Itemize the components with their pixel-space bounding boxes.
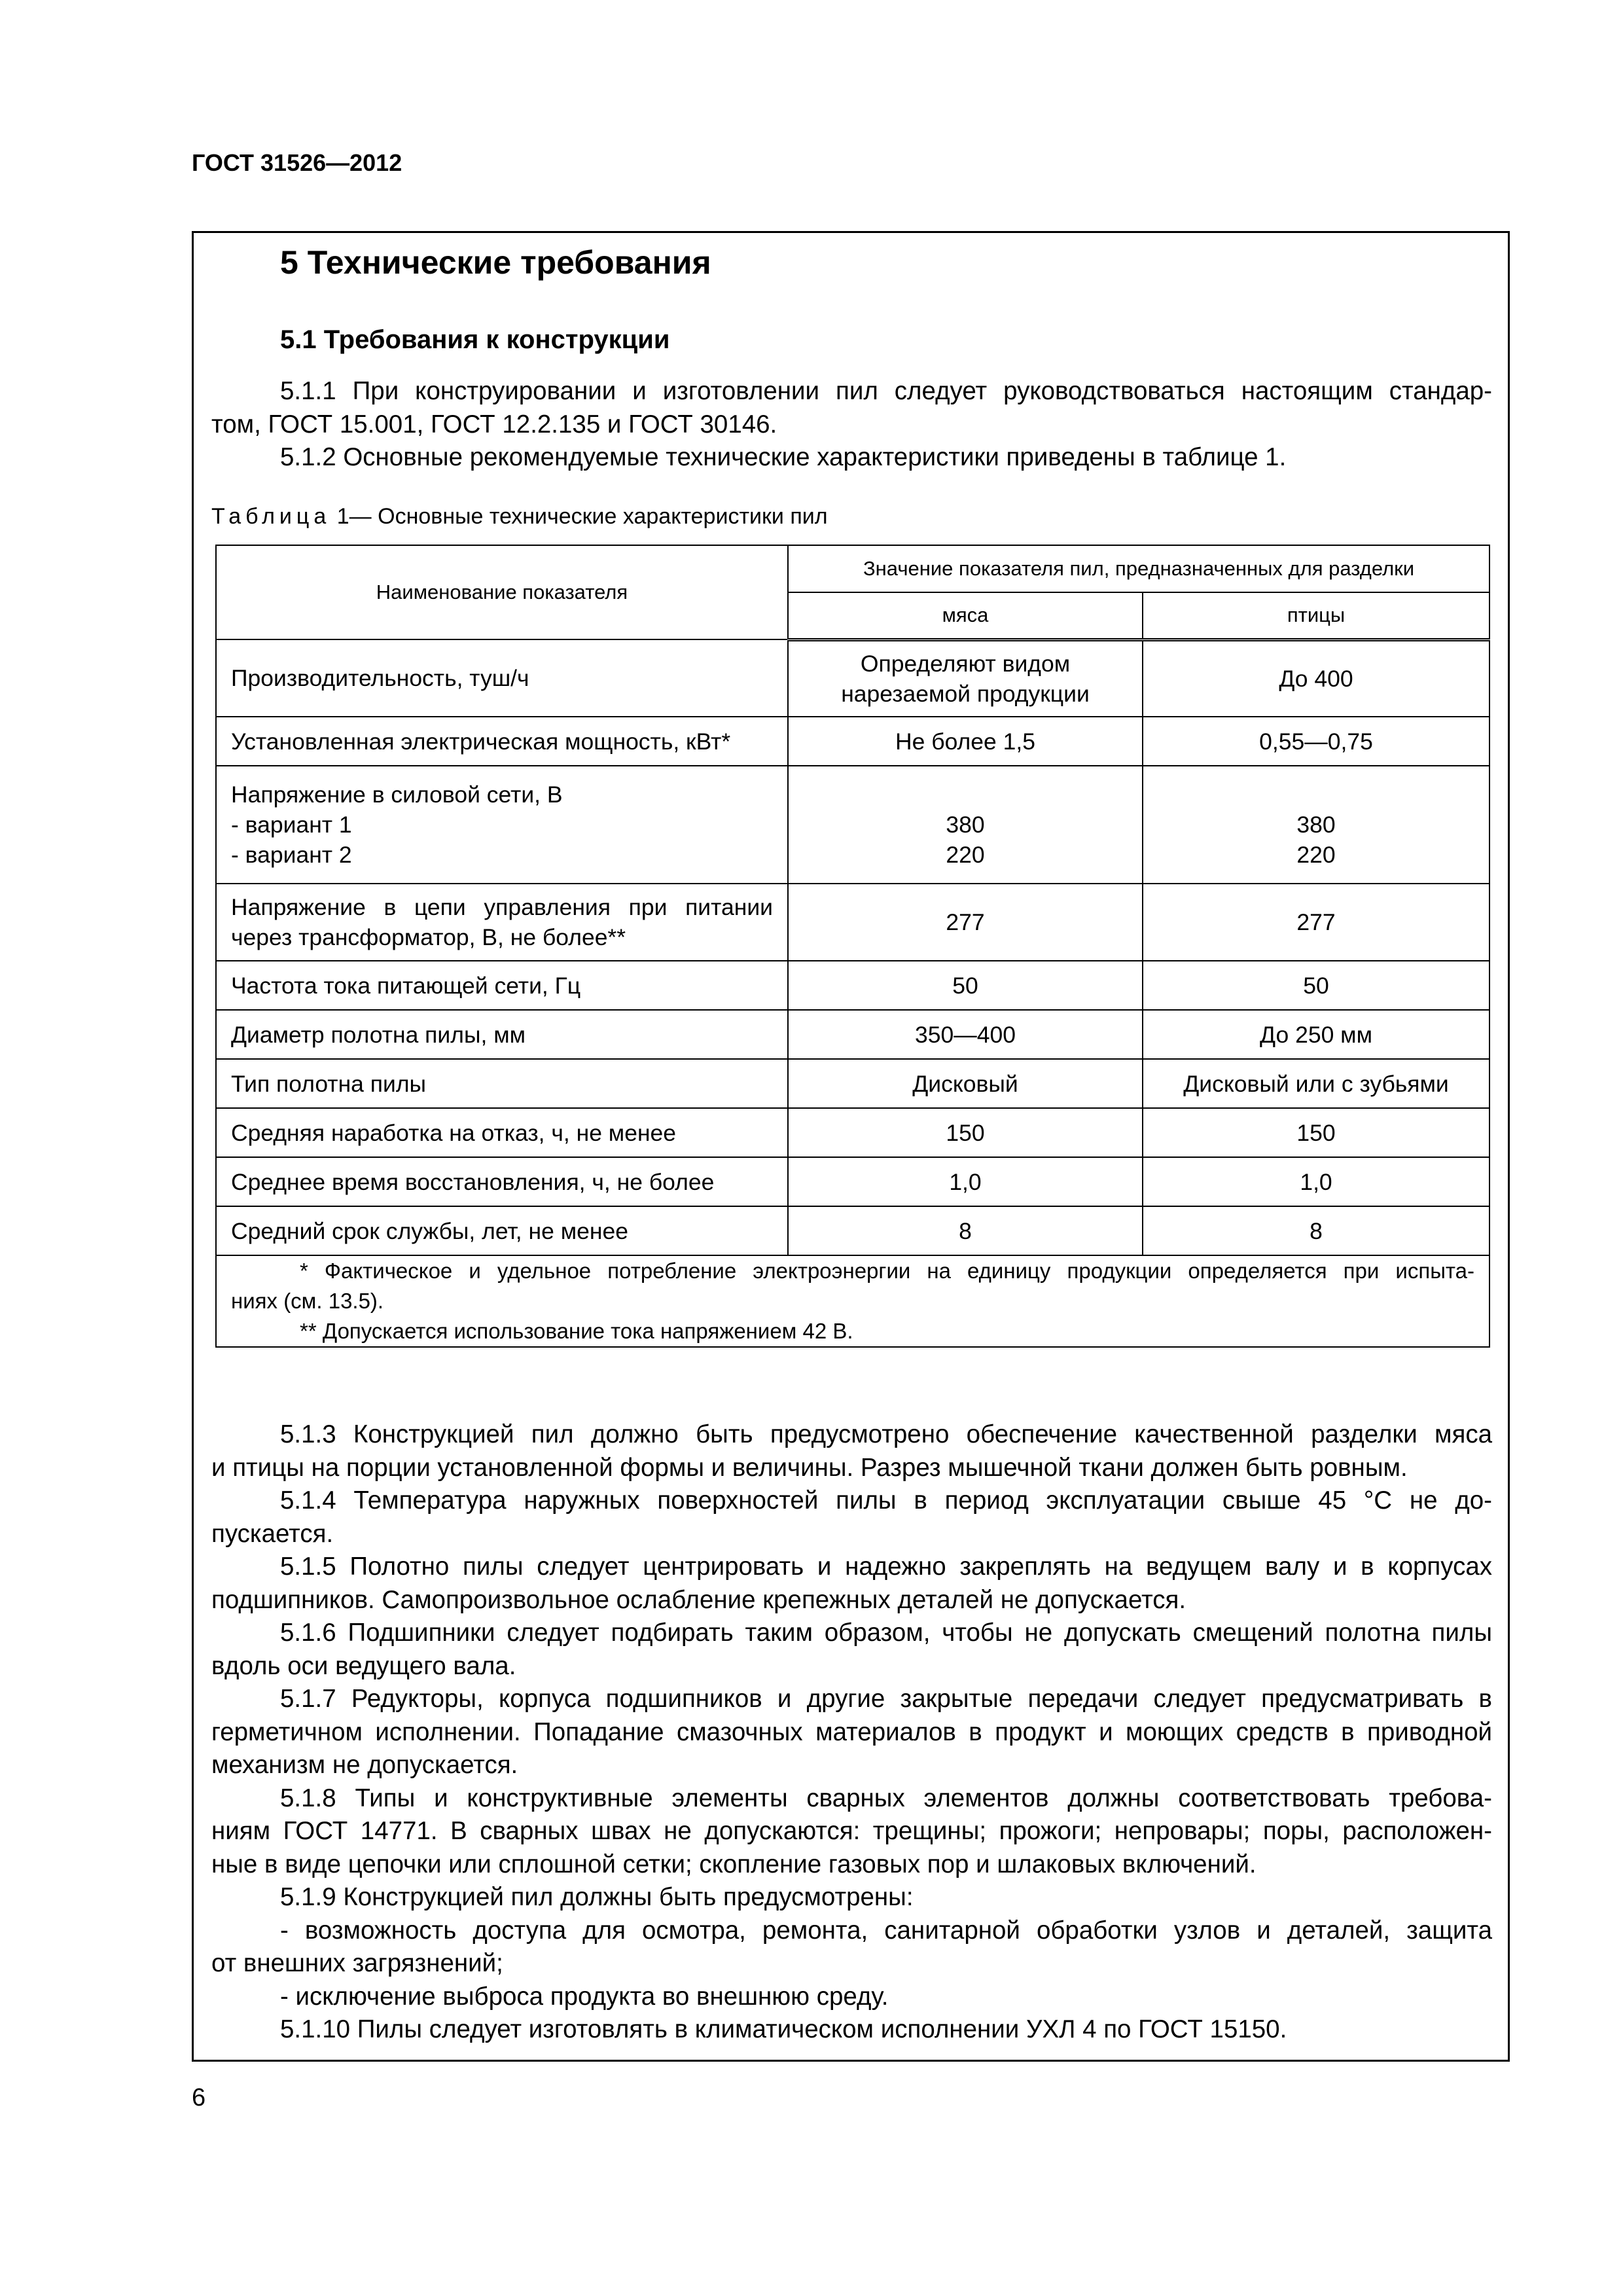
- row-meat-cell: [788, 717, 1143, 766]
- specification-table: [215, 545, 1490, 1348]
- paragraph-line: 5.1.10 Пилы следует изготовлять в климатическом исполнении УХЛ 4 по ГОСТ 15150.: [280, 2015, 1287, 2043]
- row-poultry-cell: [1143, 1206, 1489, 1255]
- cell-line: До 400: [1279, 665, 1353, 692]
- row-meat-cell: [788, 1010, 1143, 1059]
- cell-line: Частота тока питающей сети, Гц: [231, 972, 581, 999]
- cell-line: 277: [1296, 909, 1336, 935]
- cell-line: 380: [946, 812, 985, 838]
- header-value-group: Значение показателя пил, предназначенных для разделки: [788, 545, 1489, 592]
- row-name-cell: [216, 766, 788, 884]
- cell-line: Определяют видом: [860, 650, 1071, 677]
- table-note-line: ** Допускается использование тока напряжением 42 В.: [300, 1319, 853, 1343]
- paragraph-line: 5.1.6 Подшипники следует подбирать таким образом, чтобы не допускать смещений полотна пилы: [280, 1619, 1492, 1647]
- row-poultry-cell: [1143, 1010, 1489, 1059]
- cell-line: До 250 мм: [1260, 1021, 1372, 1048]
- cell-line: Дисковый: [912, 1070, 1018, 1097]
- table-caption: [211, 504, 828, 529]
- row-meat-cell: [788, 639, 1143, 717]
- cell-line: Тип полотна пилы: [231, 1070, 427, 1097]
- section-title: 5 Технические требования: [280, 244, 711, 281]
- paragraph-line: 5.1.5 Полотно пилы следует центрировать и надежно закреплять на ведущем валу и в корпусах: [280, 1552, 1492, 1581]
- header-name-column: Наименование показателя: [216, 545, 788, 639]
- row-name-cell: [216, 1157, 788, 1206]
- cell-line: через трансформатор, В, не более**: [231, 924, 626, 950]
- cell-line: Дисковый или с зубьями: [1183, 1070, 1449, 1097]
- cell-line: 50: [952, 972, 978, 999]
- header-meat-column: мяса: [788, 592, 1143, 639]
- paragraph-line: механизм не допускается.: [211, 1751, 518, 1779]
- row-meat-cell: [788, 1157, 1143, 1206]
- paragraph-line: от внешних загрязнений;: [211, 1949, 503, 1977]
- cell-line: 50: [1303, 972, 1329, 999]
- table-row: [216, 1059, 1489, 1108]
- paragraph-line: 5.1.9 Конструкцией пил должны быть предусмотрены:: [280, 1883, 914, 1911]
- row-name-cell: [216, 717, 788, 766]
- cell-line: 350—400: [915, 1021, 1016, 1048]
- table-notes-cell: [216, 1255, 1489, 1347]
- paragraph-line: 5.1.3 Конструкцией пил должно быть предусмотрено обеспечение качественной разделки мяса: [280, 1420, 1492, 1448]
- row-meat-cell: [788, 884, 1143, 961]
- table-row: [216, 1010, 1489, 1059]
- cell-line: 150: [1296, 1119, 1336, 1146]
- table-caption-label: Таблица: [211, 504, 331, 529]
- paragraph-line: 5.1.4 Температура наружных поверхностей пилы в период эксплуатации свыше 45 °С не до-: [280, 1486, 1492, 1515]
- paragraph-line: и птицы на порции установленной формы и величины. Разрез мышечной ткани должен быть ровным.: [211, 1453, 1408, 1482]
- paragraph-line: 5.1.2 Основные рекомендуемые технические характеристики приведены в таблице 1.: [280, 443, 1287, 471]
- paragraph-line: ные в виде цепочки или сплошной сетки; скопление газовых пор и шлаковых включений.: [211, 1850, 1257, 1878]
- paragraph-line: том, ГОСТ 15.001, ГОСТ 12.2.135 и ГОСТ 30146.: [211, 410, 777, 439]
- cell-line: 220: [946, 842, 985, 868]
- cell-line: Напряжение в цепи управления при питании: [231, 894, 773, 920]
- cell-line: - вариант 2: [231, 842, 352, 868]
- row-name-cell: [216, 884, 788, 961]
- row-name-cell: [216, 961, 788, 1010]
- paragraph-line: 5.1.7 Редукторы, корпуса подшипников и другие закрытые передачи следует предусматривать в: [280, 1685, 1492, 1713]
- row-poultry-cell: [1143, 884, 1489, 961]
- cell-line: 277: [946, 909, 985, 935]
- cell-line: - вариант 1: [231, 812, 352, 838]
- paragraph-line: 5.1.1 При конструировании и изготовлении пил следует руководствоваться настоящим стандар-: [280, 377, 1492, 405]
- table-row: [216, 1206, 1489, 1255]
- row-poultry-cell: [1143, 1059, 1489, 1108]
- row-meat-cell: [788, 766, 1143, 884]
- row-meat-cell: [788, 961, 1143, 1010]
- table-caption-text: 1— Основные технические характеристики пил: [336, 504, 828, 529]
- cell-line: 0,55—0,75: [1259, 728, 1373, 755]
- cell-line: Средний срок службы, лет, не менее: [231, 1217, 628, 1244]
- table-row: [216, 766, 1489, 884]
- cell-line: Не более 1,5: [895, 728, 1035, 755]
- paragraph-line: пускается.: [211, 1519, 334, 1548]
- cell-line: Напряжение в силовой сети, В: [231, 781, 563, 808]
- header-poultry-column: птицы: [1143, 592, 1489, 639]
- row-poultry-cell: [1143, 1108, 1489, 1157]
- row-name-cell: [216, 639, 788, 717]
- intro-paragraphs: [211, 375, 1492, 475]
- cell-line: 8: [959, 1217, 972, 1244]
- cell-line: 1,0: [1300, 1168, 1332, 1195]
- cell-line: 150: [946, 1119, 985, 1146]
- table-note-line: * Фактическое и удельное потребление электроэнергии на единицу продукции определяется при испыта-: [300, 1259, 1475, 1283]
- paragraph-line: 5.1.8 Типы и конструктивные элементы сварных элементов должны соответствовать требова-: [280, 1784, 1492, 1812]
- paragraph-line: - исключение выброса продукта во внешнюю среду.: [280, 1982, 889, 2011]
- row-poultry-cell: [1143, 1157, 1489, 1206]
- cell-line: [803, 780, 1128, 810]
- paragraph-line: вдоль оси ведущего вала.: [211, 1651, 516, 1680]
- table-row: [216, 884, 1489, 961]
- cell-line: Производительность, туш/ч: [231, 665, 529, 691]
- cell-line: 1,0: [949, 1168, 982, 1195]
- table-notes-row: [216, 1255, 1489, 1347]
- row-name-cell: [216, 1059, 788, 1108]
- paragraph-line: подшипников. Самопроизвольное ослабление крепежных деталей не допускается.: [211, 1585, 1186, 1614]
- cell-line: [1158, 780, 1474, 810]
- cell-line: Средняя наработка на отказ, ч, не менее: [231, 1119, 677, 1146]
- row-meat-cell: [788, 1206, 1143, 1255]
- table-row: [216, 639, 1489, 717]
- subsection-title: 5.1 Требования к конструкции: [280, 325, 670, 354]
- cell-line: 8: [1310, 1217, 1323, 1244]
- cell-line: нарезаемой продукции: [841, 680, 1090, 707]
- table-row: [216, 717, 1489, 766]
- row-poultry-cell: [1143, 961, 1489, 1010]
- table-header-row: [216, 545, 1489, 592]
- table-note-line: ниях (см. 13.5).: [231, 1289, 384, 1313]
- paragraph-line: - возможность доступа для осмотра, ремонта, санитарной обработки узлов и деталей, защита: [280, 1916, 1492, 1945]
- cell-line: Среднее время восстановления, ч, не более: [231, 1168, 715, 1195]
- cell-line: Диаметр полотна пилы, мм: [231, 1021, 526, 1048]
- cell-line: 380: [1296, 812, 1336, 838]
- paragraph-line: герметичном исполнении. Попадание смазочных материалов в продукт и моющих средств в приводной: [211, 1717, 1492, 1746]
- cell-line: Установленная электрическая мощность, кВт*: [231, 728, 731, 755]
- row-poultry-cell: [1143, 717, 1489, 766]
- body-paragraphs: [211, 1418, 1492, 2047]
- paragraph-line: ниям ГОСТ 14771. В сварных швах не допускаются: трещины; прожоги; непровары; поры, расположен-: [211, 1817, 1492, 1845]
- row-poultry-cell: [1143, 639, 1489, 717]
- table-row: [216, 961, 1489, 1010]
- row-name-cell: [216, 1206, 788, 1255]
- table-row: [216, 1157, 1489, 1206]
- page-number: 6: [192, 2084, 206, 2111]
- row-poultry-cell: [1143, 766, 1489, 884]
- row-meat-cell: [788, 1059, 1143, 1108]
- table-row: [216, 1108, 1489, 1157]
- row-meat-cell: [788, 1108, 1143, 1157]
- cell-line: 220: [1296, 842, 1336, 868]
- document-code: ГОСТ 31526—2012: [192, 149, 402, 176]
- row-name-cell: [216, 1108, 788, 1157]
- row-name-cell: [216, 1010, 788, 1059]
